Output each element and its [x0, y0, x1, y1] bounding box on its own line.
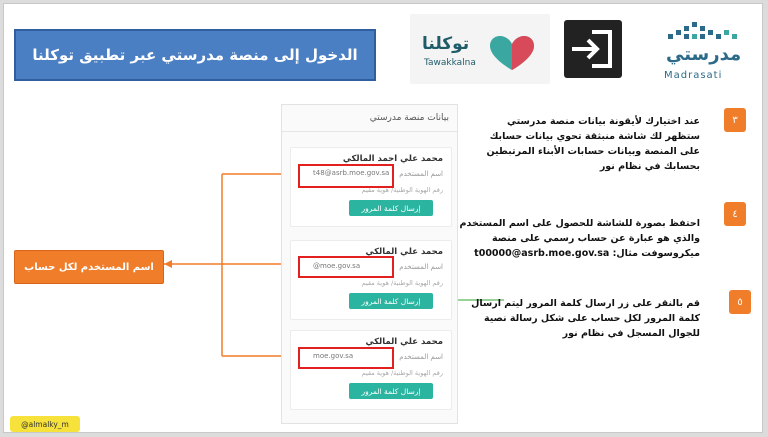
madrasati-en-text: Madrasati [664, 70, 723, 81]
divider [282, 131, 457, 132]
username-per-account-label: اسم المستخدم لكل حساب [14, 250, 164, 284]
username-highlight [298, 256, 394, 278]
username-highlight [298, 164, 394, 188]
tawakkalna-en-text: Tawakkalna [424, 58, 476, 68]
step-line: للجوال المسجل في نظام نور [562, 328, 700, 339]
national-id-label: رقم الهوية الوطنية/ هوية مقيم [361, 279, 443, 287]
slide [3, 3, 763, 433]
watermark: @almalky_m [10, 416, 80, 432]
account-name: محمد علي المالكي [365, 337, 443, 347]
step-number: ٥ [729, 290, 751, 314]
national-id-label: رقم الهوية الوطنية/ هوية مقيم [361, 369, 443, 377]
username-value: @moe.gov.sa [313, 262, 361, 270]
account-card [290, 330, 452, 410]
username-highlight [298, 347, 394, 369]
tawakkalna-ar-text: توكلنا [422, 34, 470, 54]
step-number: ٤ [724, 202, 746, 226]
step-line: ميكروسوفت مثال: t00000@asrb.moe.gov.sa [474, 248, 700, 259]
account-card [290, 240, 452, 320]
send-password-button[interactable]: إرسال كلمة المرور [349, 200, 433, 216]
step-line: كلمة المرور لكل حساب على شكل رسالة نصية [484, 313, 700, 324]
username-label: اسم المستخدم [399, 353, 443, 361]
step-line: عند اختيارك لأيقونة بيانات منصة مدرستي [506, 116, 700, 127]
step-line: بحسابك في نظام نور [599, 161, 700, 172]
account-name: محمد علي المالكي [365, 247, 443, 257]
send-password-button[interactable]: إرسال كلمة المرور [349, 293, 433, 309]
username-label: اسم المستخدم [399, 170, 443, 178]
step-line: على المنصة وبيانات حسابات الأبناء المرتبطين [486, 146, 700, 157]
madrasati-ar-text: مدرستي [666, 44, 742, 65]
username-value: t48@asrb.moe.gov.sa [313, 169, 390, 177]
screen-title: بيانات منصة مدرستي [369, 113, 449, 123]
step-description [440, 296, 700, 341]
step-description [440, 114, 700, 174]
step-line: والذي هو عبارة عن حساب رسمي على منصة [492, 233, 700, 244]
account-name: محمد علي احمد المالكي [342, 154, 443, 164]
national-id-label: رقم الهوية الوطنية/ هوية مقيم [361, 186, 443, 194]
username-value: moe.gov.sa [313, 352, 354, 360]
step-line: ستظهر لك شاشة منبثقة تحوي بيانات حسابك [489, 131, 700, 142]
send-password-button[interactable]: إرسال كلمة المرور [349, 383, 433, 399]
step-line: قم بالنقر على زر ارسال كلمة المرور ليتم ارسال [471, 298, 700, 309]
page-title: الدخول إلى منصة مدرستي عبر تطبيق توكلنا [14, 29, 376, 81]
step-number: ٣ [724, 108, 746, 132]
step-line: احتفظ بصورة للشاشة للحصول على اسم المستخدم [459, 218, 700, 229]
step-description [440, 216, 700, 261]
username-label: اسم المستخدم [399, 263, 443, 271]
